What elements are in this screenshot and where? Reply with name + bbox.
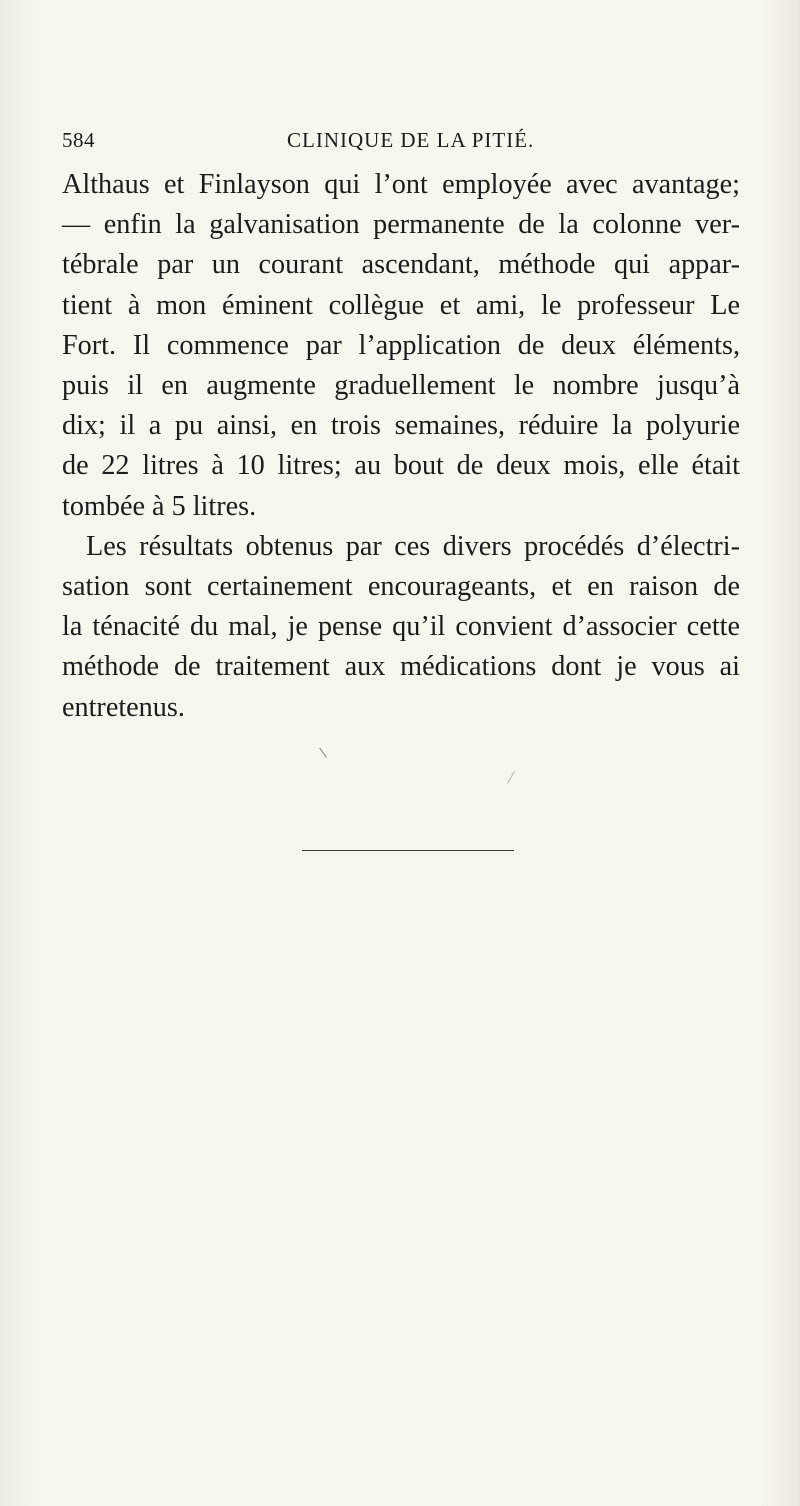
text-line: tombée à 5 litres.	[62, 490, 257, 522]
text-line: entretenus.	[62, 691, 185, 723]
text-line: de 22 litres à 10 litres; au bout de deux mois, elle était	[62, 450, 740, 482]
text-line: tébrale par un courant ascendant, méthode qui appar-	[62, 249, 740, 281]
text-line: méthode de traitement aux médications dont je vous ai	[62, 651, 740, 683]
running-title: CLINIQUE DE LA PITIÉ.	[287, 128, 535, 152]
page-number: 584	[62, 128, 95, 152]
end-rule-divider	[302, 850, 514, 851]
text-line: la ténacité du mal, je pense qu’il convient d’associer cette	[62, 611, 740, 643]
ink-mark	[507, 771, 520, 787]
text-line: Fort. Il commence par l’application de deux éléments,	[62, 329, 740, 361]
ink-mark	[319, 744, 332, 758]
text-line: puis il en augmente graduellement le nombre jusqu’à	[62, 370, 740, 402]
text-line: Althaus et Finlayson qui l’ont employée avec avantage;	[62, 169, 740, 200]
body-text	[62, 165, 740, 728]
running-head	[62, 128, 740, 158]
text-line: tient à mon éminent collègue et ami, le professeur Le	[62, 289, 740, 321]
text-line: Les résultats obtenus par ces divers procédés d’électri-	[86, 530, 740, 562]
text-line: dix; il a pu ainsi, en trois semaines, réduire la polyurie	[62, 410, 740, 442]
text-line: — enfin la galvanisation permanente de la colonne ver-	[62, 209, 740, 241]
text-line: sation sont certainement encourageants, et en raison de	[62, 571, 740, 603]
